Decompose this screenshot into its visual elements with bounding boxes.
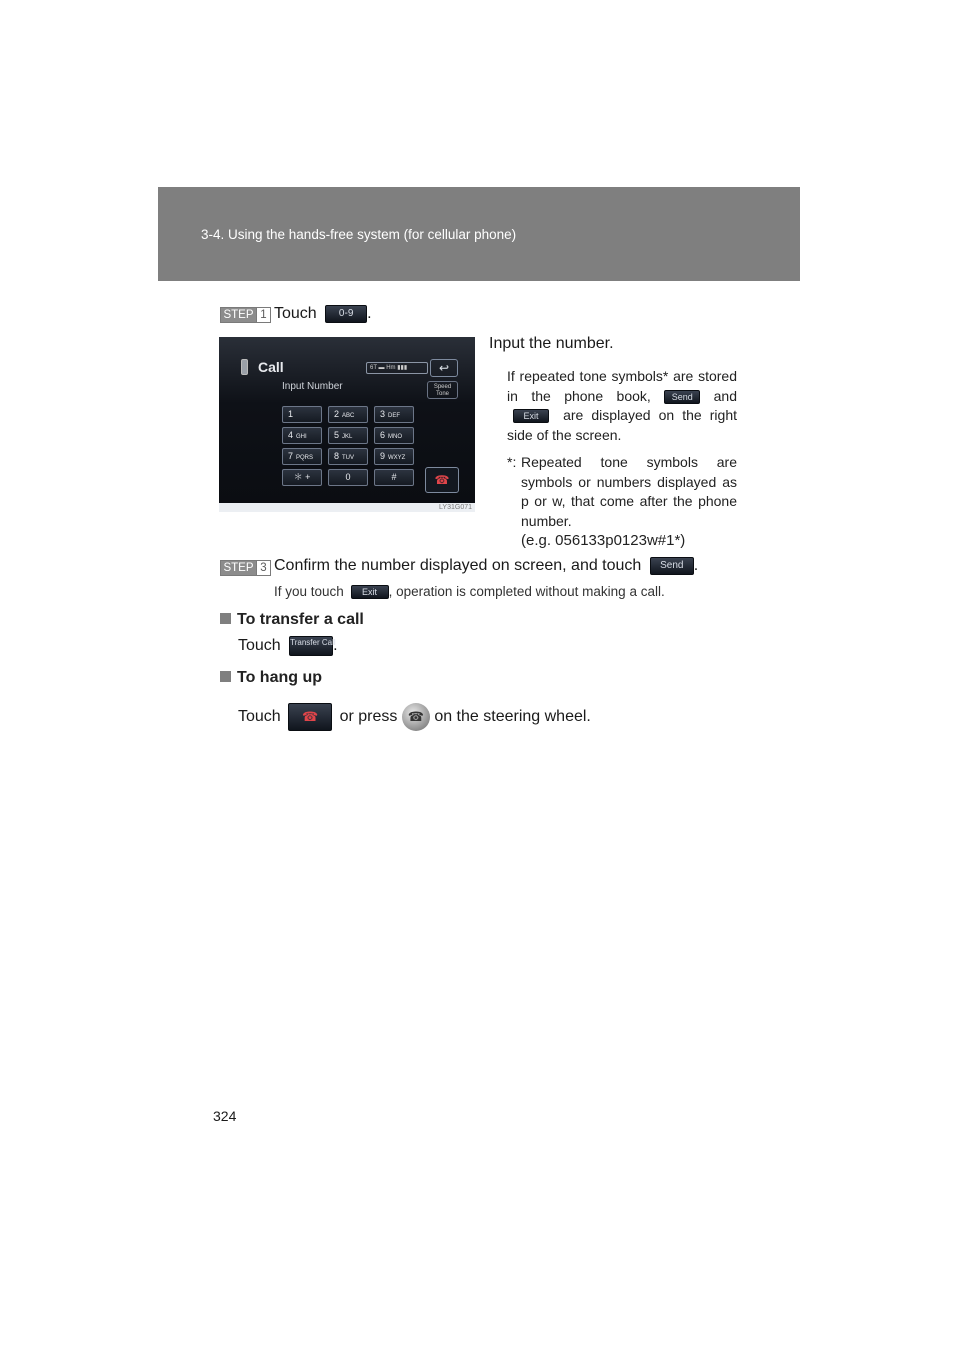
- key-0: 0: [328, 469, 368, 486]
- end-call-icon: ☎: [425, 467, 459, 493]
- end-call-icon: ☎: [288, 703, 332, 731]
- step-1-text: [274, 305, 372, 323]
- transfer-touch: Touch: [238, 637, 281, 655]
- speed-tone-button: Speed Tone: [427, 381, 458, 399]
- key-4: 4 GHI: [282, 427, 322, 444]
- step-3-confirm: Confirm the number displayed on screen, and touch: [274, 557, 642, 575]
- figure-code: LY31G071: [439, 504, 472, 511]
- hangup-suffix: on the steering wheel.: [434, 708, 591, 726]
- note-line-b: are displayed on the right side of the screen.: [507, 407, 738, 443]
- note-line-a: If repeated tone symbols* are stored in the phone book,: [507, 368, 737, 404]
- footnote-example: (e.g. 056133p0123w#1*): [521, 532, 686, 549]
- key-8: 8 TUV: [328, 448, 368, 465]
- step-3-text: [274, 557, 698, 575]
- key-5: 5 JKL: [328, 427, 368, 444]
- step-number: 3: [256, 561, 270, 575]
- repeated-tone-note: [507, 367, 737, 445]
- exit-button: Exit: [513, 409, 549, 423]
- step-1-badge: [220, 307, 271, 323]
- hangup-instruction: [238, 703, 591, 731]
- step-3-badge: [220, 560, 271, 576]
- key-3: 3 DEF: [374, 406, 414, 423]
- step-2-text: Input the number.: [489, 335, 614, 352]
- transfer-heading: [220, 611, 364, 629]
- screen-title: Call: [258, 359, 284, 375]
- section-header: [158, 187, 800, 281]
- zero-nine-button: 0-9: [325, 305, 367, 323]
- transfer-heading-text: To transfer a call: [237, 611, 364, 628]
- step-label: STEP: [223, 562, 254, 574]
- key-hash: #: [374, 469, 414, 486]
- square-bullet-icon: [220, 671, 231, 682]
- step-3-suffix: .: [693, 557, 699, 575]
- exit-button: Exit: [351, 585, 389, 599]
- transfer-call-button: Transfer Call: [289, 636, 333, 656]
- footnote-text: Repeated tone symbols are symbols or numbers displayed as p or w, that come after the phone number.: [521, 454, 737, 529]
- footnote: [507, 453, 737, 551]
- step-number: 1: [256, 308, 270, 322]
- hangup-heading: [220, 669, 322, 687]
- hangup-touch: Touch: [238, 708, 281, 726]
- step-1-suffix: .: [367, 305, 372, 323]
- footnote-mark: *:: [507, 454, 517, 470]
- transfer-instruction: [238, 636, 338, 656]
- key-7: 7 PQRS: [282, 448, 322, 465]
- key-star-plus: ＊ +: [282, 469, 322, 486]
- key-2: 2 ABC: [328, 406, 368, 423]
- section-title: 3-4. Using the hands-free system (for cellular phone): [201, 227, 517, 242]
- back-icon: ↩: [430, 359, 458, 377]
- step-label: STEP: [223, 309, 254, 321]
- send-button: Send: [664, 390, 700, 404]
- hangup-heading-text: To hang up: [237, 669, 323, 686]
- screen-subtitle: Input Number: [282, 381, 343, 392]
- page-number: 324: [213, 1108, 237, 1124]
- transfer-suffix: .: [333, 637, 338, 655]
- step-3-note: [274, 584, 665, 599]
- step-1-touch: Touch: [274, 305, 317, 323]
- key-6: 6 MNO: [374, 427, 414, 444]
- steering-phone-icon: ☎: [402, 703, 430, 731]
- key-9: 9 WXYZ: [374, 448, 414, 465]
- call-screen: [219, 337, 475, 503]
- note-and: and: [713, 387, 737, 404]
- phone-icon: [241, 359, 248, 375]
- square-bullet-icon: [220, 613, 231, 624]
- status-bar: 6T ▬ Hm ▮▮▮: [366, 362, 428, 374]
- hangup-or-press: or press: [339, 708, 398, 726]
- call-screen-image: [219, 337, 475, 512]
- step-3-note-prefix: If you touch: [274, 584, 344, 599]
- step-3-note-suffix: , operation is completed without making a call.: [388, 584, 665, 599]
- key-1: 1: [282, 406, 322, 423]
- send-button: Send: [650, 557, 694, 575]
